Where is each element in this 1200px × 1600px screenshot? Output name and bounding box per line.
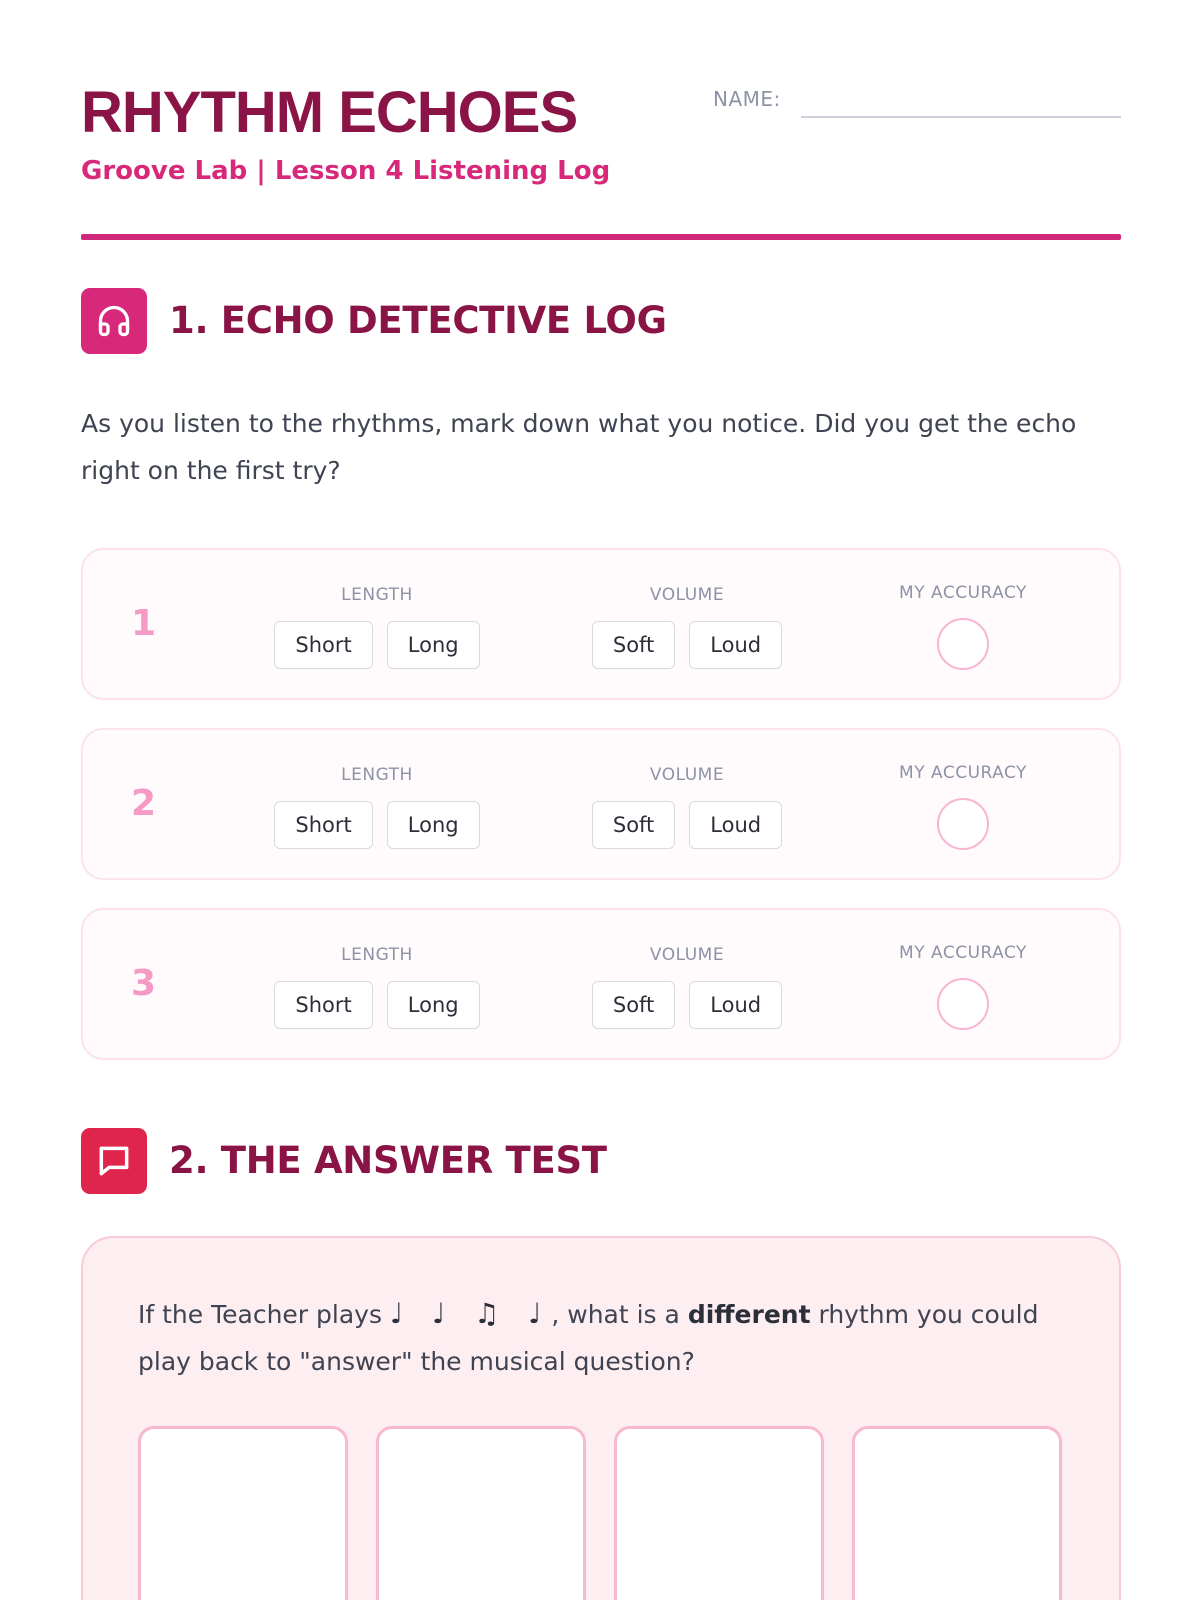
row-number: 2 (131, 783, 157, 824)
length-label: LENGTH (341, 945, 413, 965)
name-field[interactable] (801, 116, 1121, 118)
length-long-option[interactable]: Long (387, 801, 480, 849)
answer-box-2[interactable] (376, 1426, 586, 1600)
volume-group (591, 584, 783, 669)
volume-group (591, 944, 783, 1029)
volume-loud-option[interactable]: Loud (689, 981, 782, 1029)
answer-test-panel (81, 1236, 1121, 1600)
answer-question (138, 1290, 1098, 1385)
volume-loud-option[interactable]: Loud (689, 801, 782, 849)
length-short-option[interactable]: Short (274, 621, 372, 669)
length-label: LENGTH (341, 585, 413, 605)
accuracy-group (883, 762, 1043, 850)
volume-label: VOLUME (649, 765, 725, 785)
worksheet-title: RHYTHM ECHOES (81, 80, 578, 145)
answer-box-4[interactable] (852, 1426, 1062, 1600)
headphones-icon (81, 288, 147, 354)
accuracy-group (883, 582, 1043, 670)
row-number: 1 (131, 603, 157, 644)
section-1-instructions: As you listen to the rhythms, mark down what you notice. Did you get the echo right on the first try? (81, 409, 1077, 485)
rhythm-notation: ♩ ♩ ♫ ♩ (389, 1297, 552, 1330)
question-emphasis: different (687, 1300, 811, 1329)
accuracy-checkbox[interactable] (937, 798, 989, 850)
header-divider (81, 234, 1121, 240)
accuracy-group (883, 942, 1043, 1030)
section-2-title: 2. THE ANSWER TEST (169, 1139, 607, 1182)
volume-group (591, 764, 783, 849)
length-label: LENGTH (341, 765, 413, 785)
length-long-option[interactable]: Long (387, 981, 480, 1029)
volume-soft-option[interactable]: Soft (592, 981, 675, 1029)
question-text-middle: , what is a (551, 1300, 688, 1329)
length-short-option[interactable]: Short (274, 801, 372, 849)
echo-row (81, 908, 1121, 1060)
volume-soft-option[interactable]: Soft (592, 621, 675, 669)
accuracy-checkbox[interactable] (937, 978, 989, 1030)
length-group (273, 584, 481, 669)
echo-row (81, 728, 1121, 880)
accuracy-label: MY ACCURACY (899, 583, 1027, 603)
worksheet-header (81, 78, 1121, 238)
accuracy-checkbox[interactable] (937, 618, 989, 670)
volume-soft-option[interactable]: Soft (592, 801, 675, 849)
section-1-title: 1. ECHO DETECTIVE LOG (169, 299, 667, 342)
answer-box-3[interactable] (614, 1426, 824, 1600)
length-group (273, 764, 481, 849)
volume-label: VOLUME (649, 945, 725, 965)
length-short-option[interactable]: Short (274, 981, 372, 1029)
worksheet-subtitle: Groove Lab | Lesson 4 Listening Log (81, 156, 611, 186)
row-number: 3 (131, 963, 157, 1004)
accuracy-label: MY ACCURACY (899, 943, 1027, 963)
section-1-header (81, 288, 1121, 354)
question-text-start: If the Teacher plays (138, 1300, 390, 1329)
accuracy-label: MY ACCURACY (899, 763, 1027, 783)
length-long-option[interactable]: Long (387, 621, 480, 669)
volume-label: VOLUME (649, 585, 725, 605)
section-2-header (81, 1128, 1121, 1194)
name-label: NAME: (713, 87, 781, 111)
echo-row (81, 548, 1121, 700)
volume-loud-option[interactable]: Loud (689, 621, 782, 669)
length-group (273, 944, 481, 1029)
speech-bubble-icon (81, 1128, 147, 1194)
question-text-end: rhythm you could play back to "answer" the musical question? (138, 1300, 1039, 1376)
answer-box-1[interactable] (138, 1426, 348, 1600)
